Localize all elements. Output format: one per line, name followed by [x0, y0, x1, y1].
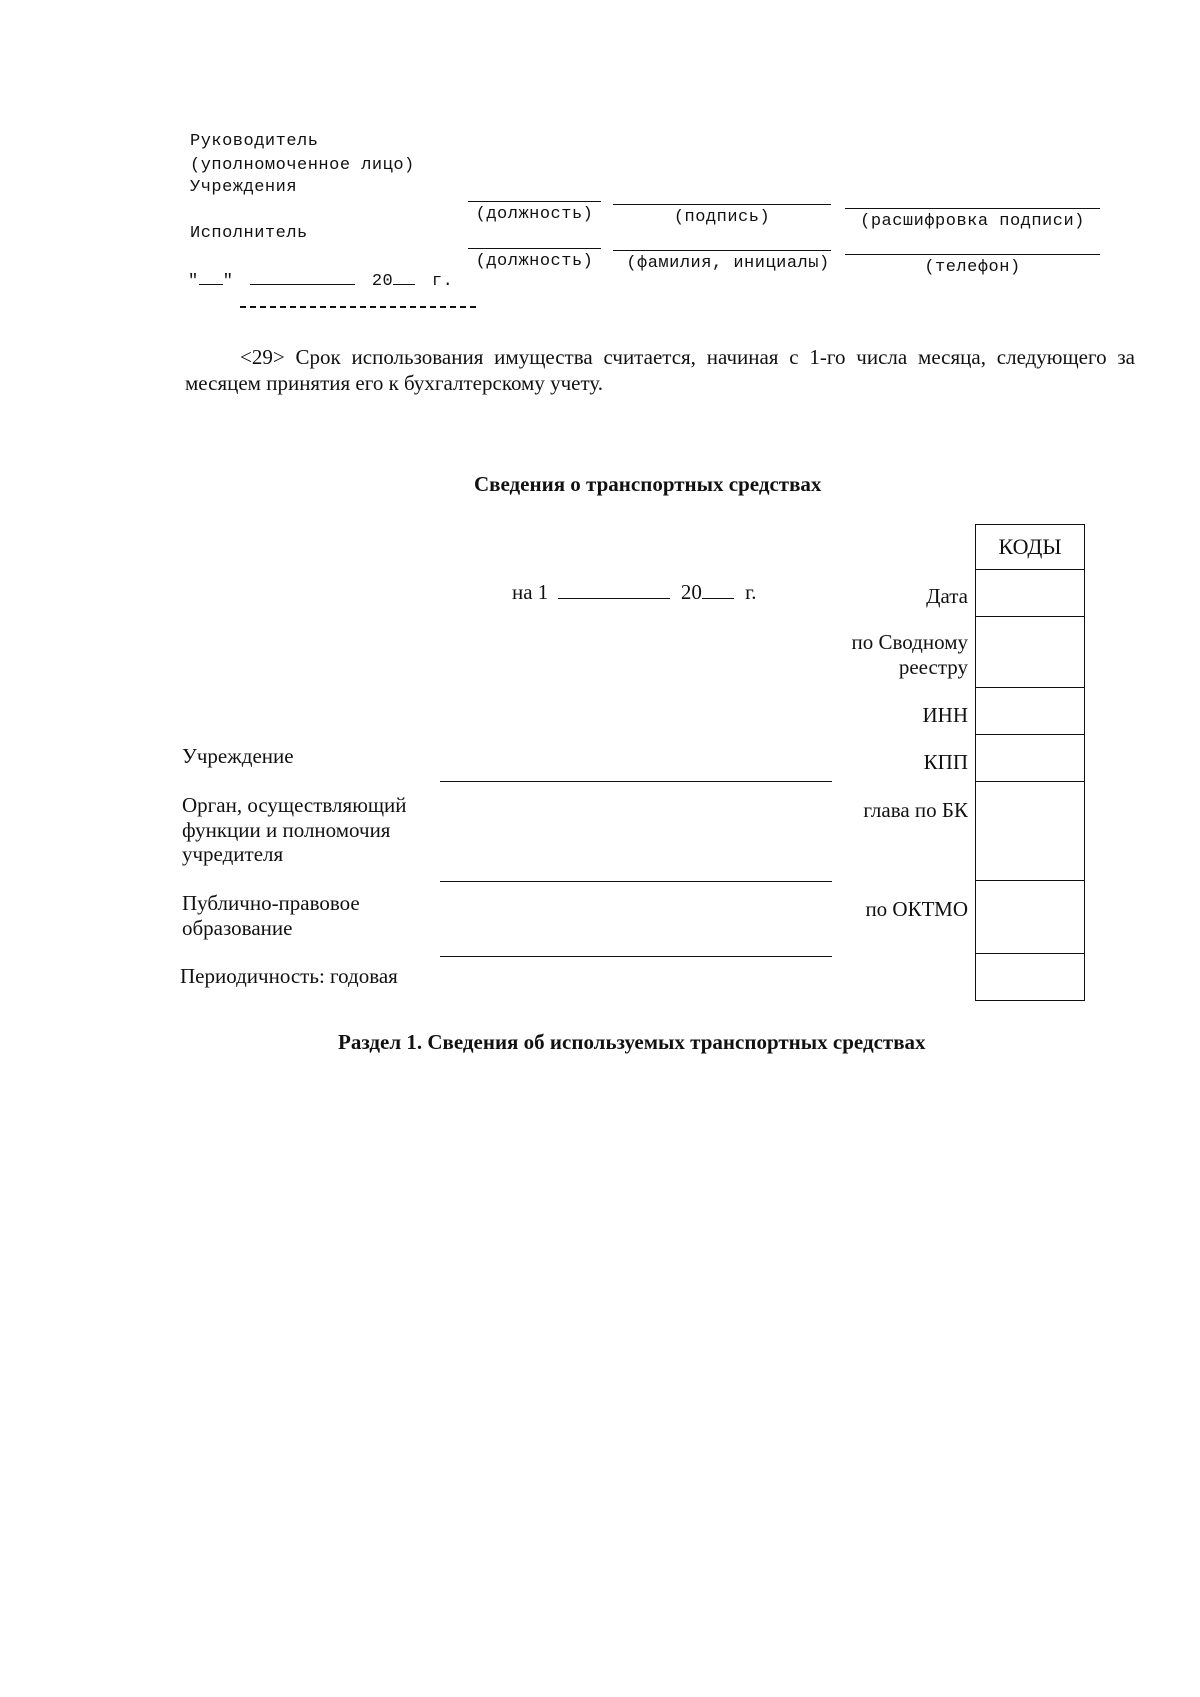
executor-name-line	[613, 250, 831, 251]
codes-header: КОДЫ	[976, 525, 1085, 570]
footnote-separator	[240, 306, 476, 308]
date-day-blank	[199, 284, 223, 285]
executor-position-line	[468, 248, 601, 249]
code-label-inn: ИНН	[922, 703, 968, 727]
head-decoding-line	[845, 208, 1100, 209]
date-year-blank	[393, 284, 415, 285]
code-label-bk-chapter: глава по БК	[863, 798, 968, 822]
form-title: Сведения о транспортных средствах	[474, 472, 822, 496]
code-cell-bk	[976, 782, 1085, 881]
code-cell-date	[976, 570, 1085, 617]
head-label-line2: (уполномоченное лицо)	[190, 156, 415, 175]
head-label-line1: Руководитель	[190, 132, 319, 151]
caption-name-initials: (фамилия, инициалы)	[626, 254, 830, 273]
field-periodicity: Периодичность: годовая	[180, 964, 398, 988]
field-founder-label-line3: учредителя	[182, 842, 284, 866]
footnote-29: <29> Срок использования имущества считается, начиная с 1-го числа месяца, следующего за месяцем принятия его к бухгалтерскому учету.	[185, 345, 1135, 395]
field-founder-label-line1: Орган, осуществляющий	[182, 793, 407, 817]
caption-phone: (телефон)	[924, 258, 1021, 277]
field-founder-label-line2: функции и полномочия	[182, 818, 391, 842]
code-cell-kpp	[976, 735, 1085, 782]
executor-phone-line	[845, 254, 1100, 255]
signature-date: " " 20 г.	[188, 272, 454, 291]
caption-position-2: (должность)	[475, 252, 594, 271]
caption-position-1: (должность)	[475, 205, 594, 224]
code-label-oktmo: по ОКТМО	[865, 897, 968, 921]
field-public-entity-label-line1: Публично-правовое	[182, 891, 360, 915]
code-label-registry-line1: по Сводному	[851, 630, 968, 654]
code-cell-periodicity	[976, 954, 1085, 1001]
head-signature-line	[613, 204, 831, 205]
field-founder-line	[440, 881, 832, 882]
field-public-entity-label-line2: образование	[182, 916, 293, 940]
date-month-blank	[250, 284, 355, 285]
head-position-line	[468, 201, 601, 202]
field-public-entity-line	[440, 956, 832, 957]
report-date-year-blank	[702, 598, 734, 599]
code-cell-inn	[976, 688, 1085, 735]
codes-table	[975, 524, 1085, 1001]
field-institution-label: Учреждение	[182, 744, 294, 768]
caption-signature-decoding: (расшифровка подписи)	[860, 212, 1085, 231]
code-label-date: Дата	[926, 584, 968, 608]
executor-label: Исполнитель	[190, 224, 308, 243]
section1-title: Раздел 1. Сведения об используемых транспортных средствах	[338, 1030, 926, 1054]
code-label-registry-line2: реестру	[898, 655, 968, 679]
field-institution-line	[440, 781, 832, 782]
caption-signature: (подпись)	[673, 208, 771, 227]
code-cell-oktmo	[976, 881, 1085, 954]
report-date-month-blank	[558, 598, 670, 599]
code-label-kpp: КПП	[923, 750, 968, 774]
head-label-line3: Учреждения	[190, 178, 298, 197]
code-cell-registry	[976, 617, 1085, 688]
report-date: на 1 20 г.	[512, 580, 757, 604]
